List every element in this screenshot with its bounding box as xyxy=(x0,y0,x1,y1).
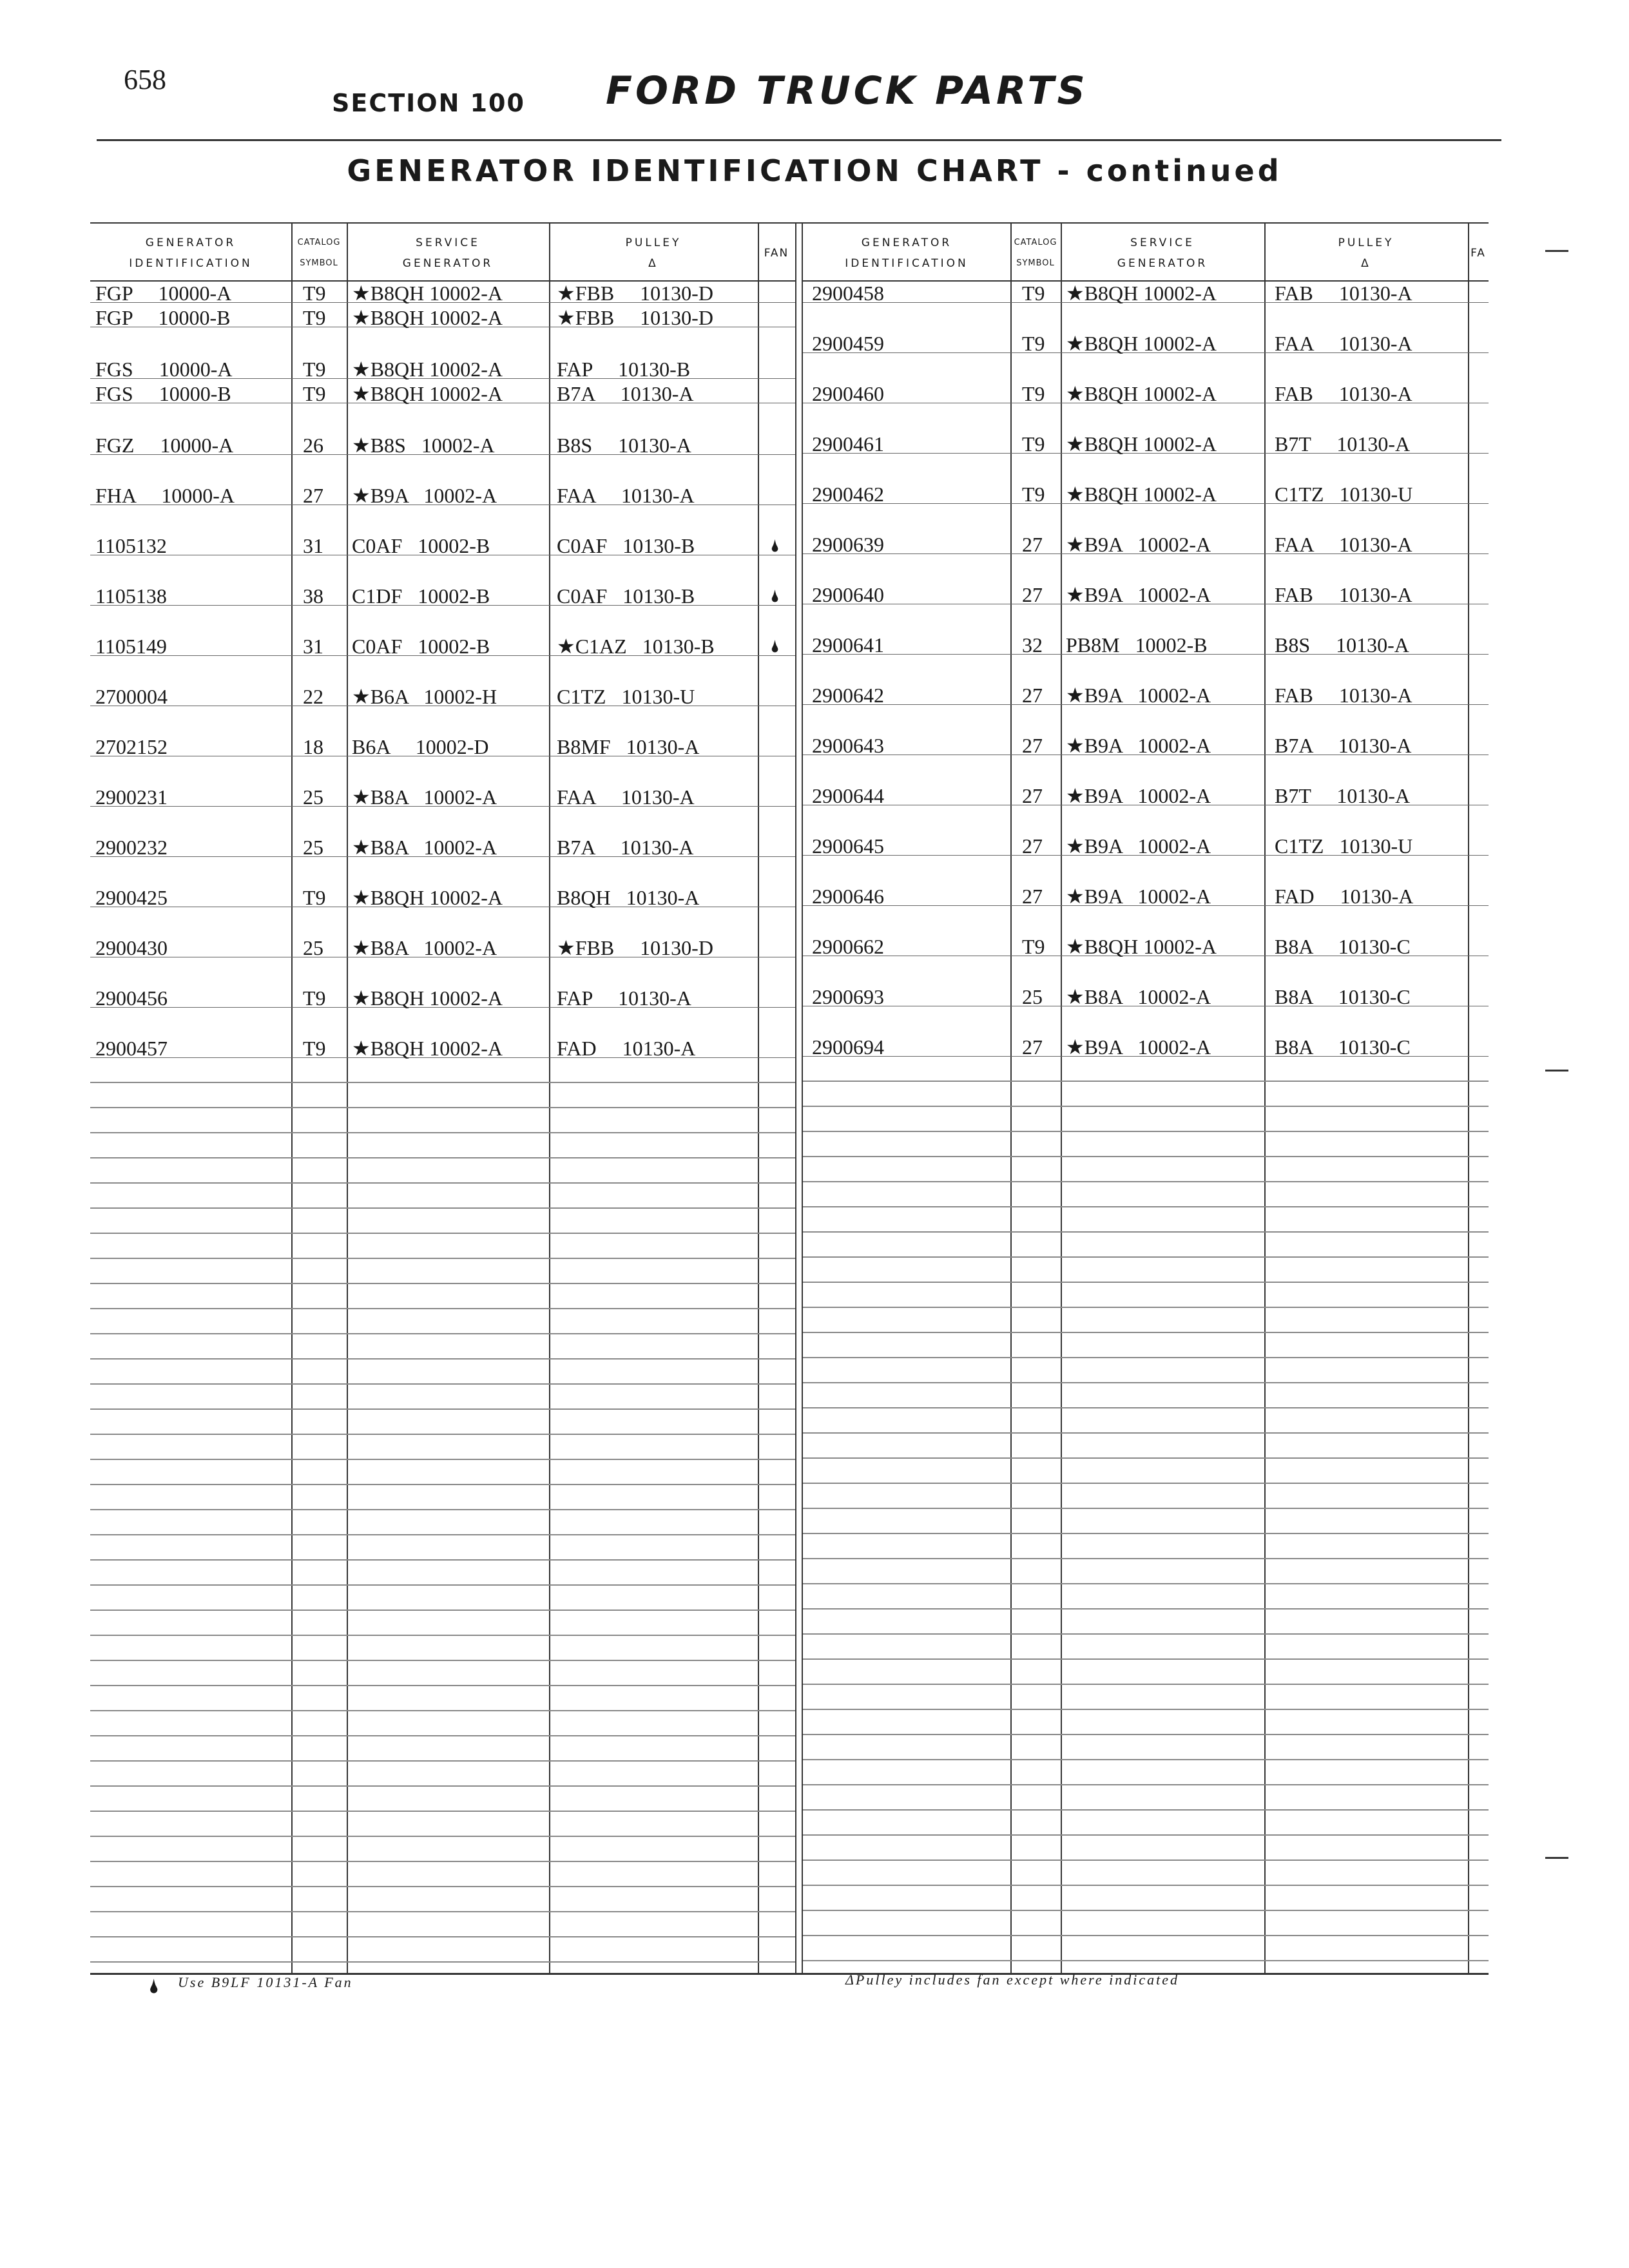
pulley-cell: B8A 10130-C xyxy=(1275,935,1411,958)
blank-rule xyxy=(90,1760,795,1762)
table-row xyxy=(803,583,1489,604)
pulley-cell: C1TZ 10130-U xyxy=(1275,483,1413,506)
pulley-cell: ★FBB 10130-D xyxy=(557,282,713,305)
blank-rule xyxy=(90,1333,795,1334)
blank-rule xyxy=(90,1082,795,1083)
generator-id-cell: 2900694 xyxy=(812,1035,884,1059)
service-generator-cell: ★B8QH 10002-A xyxy=(1066,332,1217,355)
catalog-symbol-cell: 25 xyxy=(303,785,323,809)
table-row xyxy=(90,735,795,756)
blank-rule xyxy=(803,1382,1489,1383)
generator-id-cell: 2900645 xyxy=(812,834,884,858)
section-label: SECTION 100 xyxy=(332,89,525,117)
generator-id-cell: FGP 10000-A xyxy=(95,282,232,305)
service-generator-cell: ★B9A 10002-A xyxy=(1066,684,1211,707)
fan-note: Use B9LF 10131-A Fan xyxy=(178,1974,353,1990)
generator-id-cell: 1105149 xyxy=(95,635,167,658)
generator-id-cell: 2900639 xyxy=(812,533,884,556)
blank-rule xyxy=(90,1735,795,1736)
service-generator-cell: ★B9A 10002-A xyxy=(1066,784,1211,807)
generator-id-cell: 2900458 xyxy=(812,282,884,305)
blank-rule xyxy=(803,1457,1489,1459)
blank-rule xyxy=(90,1936,795,1937)
catalog-symbol-cell: 38 xyxy=(303,584,323,608)
generator-id-cell: 2900232 xyxy=(95,836,168,859)
table-row xyxy=(90,358,795,379)
pulley-cell: FAP 10130-A xyxy=(557,986,691,1010)
service-generator-cell: ★B9A 10002-A xyxy=(1066,734,1211,757)
service-generator-cell: ★B8QH 10002-A xyxy=(352,986,503,1010)
generator-id-cell: 1105138 xyxy=(95,584,167,608)
blank-rule xyxy=(90,1434,795,1435)
table-row xyxy=(803,684,1489,705)
brand-title: FORD TRUCK PARTS xyxy=(606,68,1088,113)
header-catalog-symbol: CATALOG SYMBOL xyxy=(297,238,341,268)
blank-rule xyxy=(90,1811,795,1812)
pulley-cell: FAA 10130-A xyxy=(557,785,695,809)
blank-rule xyxy=(803,1332,1489,1333)
pulley-cell: ★C1AZ 10130-B xyxy=(557,635,715,658)
service-generator-cell: ★B8QH 10002-A xyxy=(352,306,503,329)
pulley-cell: FAB 10130-A xyxy=(1275,583,1412,606)
blank-rule xyxy=(803,1508,1489,1509)
pulley-cell: ★FBB 10130-D xyxy=(557,306,713,329)
service-generator-cell: ★B8QH 10002-A xyxy=(1066,483,1217,506)
catalog-symbol-cell: 27 xyxy=(1022,684,1043,707)
table-row xyxy=(90,382,795,403)
service-generator-cell: ★B8A 10002-A xyxy=(352,785,497,809)
catalog-symbol-cell: T9 xyxy=(303,382,326,405)
blank-rule xyxy=(803,1407,1489,1408)
blank-rule xyxy=(90,1610,795,1611)
table-row xyxy=(803,382,1489,403)
generator-id-cell: 2900642 xyxy=(812,684,884,707)
pulley-cell: C1TZ 10130-U xyxy=(557,685,695,708)
generator-id-cell: FGS 10000-B xyxy=(95,382,231,405)
blank-rule xyxy=(90,1710,795,1711)
blank-rule xyxy=(90,1785,795,1787)
header-fan-truncated: FA xyxy=(1470,247,1486,260)
service-generator-cell: ★B9A 10002-A xyxy=(1066,1035,1211,1059)
blank-rule xyxy=(90,1358,795,1360)
table-row xyxy=(90,282,795,303)
pulley-cell: B7A 10130-A xyxy=(557,382,694,405)
catalog-symbol-cell: T9 xyxy=(1022,483,1045,506)
blank-rule xyxy=(803,1633,1489,1635)
blank-rule xyxy=(803,1860,1489,1861)
service-generator-cell: ★B8QH 10002-A xyxy=(1066,935,1217,958)
header-pulley: PULLEY Δ xyxy=(549,229,758,278)
catalog-symbol-cell: 25 xyxy=(303,836,323,859)
edge-mark xyxy=(1545,250,1568,252)
table-row xyxy=(803,332,1489,353)
catalog-symbol-cell: T9 xyxy=(1022,935,1045,958)
pulley-cell: FAA 10130-A xyxy=(1275,332,1412,355)
blank-rule xyxy=(803,1558,1489,1559)
pulley-cell: FAD 10130-A xyxy=(557,1037,696,1060)
blank-rule xyxy=(803,1834,1489,1836)
generator-id-cell: 2900461 xyxy=(812,432,884,456)
service-generator-cell: ★B9A 10002-A xyxy=(1066,533,1211,556)
blank-rule xyxy=(90,1383,795,1385)
service-generator-cell: ★B8QH 10002-A xyxy=(1066,432,1217,456)
generator-id-cell: 2900643 xyxy=(812,734,884,757)
blank-rule xyxy=(803,1684,1489,1685)
catalog-symbol-cell: T9 xyxy=(303,358,326,381)
edge-mark xyxy=(1545,1070,1568,1072)
blank-rule xyxy=(803,1131,1489,1132)
blank-rule xyxy=(803,1784,1489,1785)
header-catalog-symbol: CATALOG SYMBOL xyxy=(1014,238,1057,268)
generator-id-cell: 2900457 xyxy=(95,1037,168,1060)
blank-rule xyxy=(803,1583,1489,1584)
catalog-symbol-cell: T9 xyxy=(303,306,326,329)
pulley-cell: B8A 10130-C xyxy=(1275,1035,1411,1059)
table-row xyxy=(90,534,795,555)
table-row xyxy=(90,785,795,807)
blank-rule xyxy=(803,1608,1489,1610)
table-row xyxy=(803,533,1489,554)
service-generator-cell: C0AF 10002-B xyxy=(352,534,490,557)
blank-rule xyxy=(803,1533,1489,1534)
blank-rule xyxy=(90,1886,795,1887)
catalog-symbol-cell: T9 xyxy=(1022,382,1045,405)
generator-id-cell: 2702152 xyxy=(95,735,168,758)
pulley-cell: FAB 10130-A xyxy=(1275,282,1412,305)
double-divider xyxy=(795,224,803,1973)
service-generator-cell: ★B8QH 10002-A xyxy=(352,886,503,909)
page-number: 658 xyxy=(124,64,166,95)
generator-id-cell: 2900693 xyxy=(812,985,884,1008)
generator-id-cell: 2900425 xyxy=(95,886,168,909)
generator-id-cell: FGZ 10000-A xyxy=(95,434,234,457)
service-generator-cell: ★B8QH 10002-A xyxy=(1066,382,1217,405)
catalog-symbol-cell: T9 xyxy=(303,1037,326,1060)
fan-marker-icon: 🌢 xyxy=(770,637,780,657)
catalog-symbol-cell: 22 xyxy=(303,685,323,708)
table-row xyxy=(803,734,1489,755)
header-pulley: PULLEY Δ xyxy=(1264,229,1468,278)
blank-rule xyxy=(803,1885,1489,1886)
table-row xyxy=(803,282,1489,303)
pulley-cell: C1TZ 10130-U xyxy=(1275,834,1413,858)
pulley-cell: B7A 10130-A xyxy=(1275,734,1412,757)
generator-id-cell: 2900646 xyxy=(812,885,884,908)
blank-rule xyxy=(90,1660,795,1661)
pulley-cell: B8QH 10130-A xyxy=(557,886,700,909)
service-generator-cell: ★B9A 10002-A xyxy=(1066,583,1211,606)
table-row xyxy=(803,985,1489,1006)
service-generator-cell: ★B8QH 10002-A xyxy=(1066,282,1217,305)
generator-id-cell: 2900231 xyxy=(95,785,168,809)
table-row xyxy=(90,434,795,455)
blank-rule xyxy=(803,1483,1489,1484)
pulley-cell: B7T 10130-A xyxy=(1275,432,1411,456)
table-row xyxy=(803,935,1489,956)
table-row xyxy=(803,633,1489,655)
pulley-cell: C0AF 10130-B xyxy=(557,534,695,557)
blank-rule xyxy=(803,1106,1489,1107)
catalog-symbol-cell: 27 xyxy=(1022,583,1043,606)
pulley-cell: FAB 10130-A xyxy=(1275,684,1412,707)
catalog-symbol-cell: 27 xyxy=(1022,885,1043,908)
table-row xyxy=(90,635,795,656)
generator-id-cell: FGS 10000-A xyxy=(95,358,233,381)
table-row xyxy=(803,432,1489,454)
right-panel xyxy=(803,224,1489,1973)
generator-id-cell: FHA 10000-A xyxy=(95,484,235,507)
blank-rule xyxy=(90,1207,795,1209)
pulley-cell: FAP 10130-B xyxy=(557,358,691,381)
service-generator-cell: ★B8QH 10002-A xyxy=(352,282,503,305)
blank-rule xyxy=(803,1935,1489,1936)
catalog-symbol-cell: T9 xyxy=(1022,432,1045,456)
header-fan: FAN xyxy=(764,247,789,260)
generator-id-cell: 2700004 xyxy=(95,685,168,708)
service-generator-cell: B6A 10002-D xyxy=(352,735,489,758)
blank-rule xyxy=(803,1081,1489,1082)
delta-icon: Δ xyxy=(1361,257,1371,270)
table-row xyxy=(803,483,1489,504)
blank-rule xyxy=(90,1635,795,1636)
blank-rule xyxy=(803,1809,1489,1811)
pulley-cell: ★FBB 10130-D xyxy=(557,936,713,959)
catalog-symbol-cell: 31 xyxy=(303,534,323,557)
delta-icon: Δ xyxy=(648,257,659,270)
catalog-symbol-cell: 27 xyxy=(1022,533,1043,556)
blank-rule xyxy=(90,1283,795,1284)
table-row xyxy=(90,484,795,505)
table-row xyxy=(90,1037,795,1058)
pulley-cell: C0AF 10130-B xyxy=(557,584,695,608)
blank-rule xyxy=(90,1132,795,1133)
blank-rule xyxy=(90,1911,795,1912)
blank-rule xyxy=(90,1961,795,1963)
service-generator-cell: ★B9A 10002-A xyxy=(1066,885,1211,908)
service-generator-cell: ★B9A 10002-A xyxy=(352,484,497,507)
generator-id-cell: 2900430 xyxy=(95,936,168,959)
catalog-symbol-cell: 27 xyxy=(1022,784,1043,807)
left-panel xyxy=(90,224,795,1973)
service-generator-cell: ★B8QH 10002-A xyxy=(352,1037,503,1060)
fan-marker-icon: 🌢 xyxy=(770,537,780,556)
service-generator-cell: C0AF 10002-B xyxy=(352,635,490,658)
generator-id-cell: 1105132 xyxy=(95,534,167,557)
blank-rule xyxy=(803,1432,1489,1434)
blank-rule xyxy=(803,1307,1489,1308)
blank-rule xyxy=(90,1584,795,1586)
pulley-cell: FAA 10130-A xyxy=(557,484,695,507)
table-row xyxy=(90,584,795,606)
blank-rule xyxy=(803,1658,1489,1660)
blank-rule xyxy=(90,1509,795,1510)
blank-rule xyxy=(90,1258,795,1259)
service-generator-cell: C1DF 10002-B xyxy=(352,584,490,608)
pulley-cell: FAB 10130-A xyxy=(1275,382,1412,405)
catalog-symbol-cell: 25 xyxy=(1022,985,1043,1008)
blank-rule xyxy=(90,1459,795,1460)
service-generator-cell: ★B8A 10002-A xyxy=(352,836,497,859)
pulley-cell: B8A 10130-C xyxy=(1275,985,1411,1008)
catalog-symbol-cell: T9 xyxy=(1022,282,1045,305)
table-row xyxy=(90,685,795,706)
blank-rule xyxy=(90,1685,795,1686)
generator-id-cell: 2900462 xyxy=(812,483,884,506)
blank-rule xyxy=(803,1231,1489,1233)
pulley-cell: FAA 10130-A xyxy=(1275,533,1412,556)
service-generator-cell: ★B8QH 10002-A xyxy=(352,382,503,405)
pulley-cell: B8S 10130-A xyxy=(1275,633,1409,657)
blank-rule xyxy=(803,1256,1489,1258)
fan-marker-icon: 🌢 xyxy=(770,587,780,606)
blank-rule xyxy=(90,1861,795,1862)
header-generator-identification: GENERATOR IDENTIFICATION xyxy=(129,236,253,270)
catalog-symbol-cell: 32 xyxy=(1022,633,1043,657)
blank-rule xyxy=(803,1910,1489,1911)
blank-rule xyxy=(803,1282,1489,1283)
generator-id-cell: 2900644 xyxy=(812,784,884,807)
blank-rule xyxy=(90,1182,795,1184)
blank-rule xyxy=(803,1759,1489,1760)
catalog-symbol-cell: 27 xyxy=(303,484,323,507)
service-generator-cell: ★B6A 10002-H xyxy=(352,685,497,708)
blank-rule xyxy=(803,1709,1489,1710)
blank-rule xyxy=(803,1357,1489,1358)
table-row xyxy=(803,784,1489,805)
pulley-cell: B8S 10130-A xyxy=(557,434,691,457)
header-service-generator: SERVICE GENERATOR xyxy=(1117,236,1208,270)
catalog-symbol-cell: 27 xyxy=(1022,1035,1043,1059)
blank-rule xyxy=(803,1156,1489,1157)
service-generator-cell: ★B8A 10002-A xyxy=(1066,985,1211,1008)
generator-id-cell: 2900456 xyxy=(95,986,168,1010)
catalog-symbol-cell: T9 xyxy=(303,282,326,305)
header-rule xyxy=(97,139,1501,141)
table-row xyxy=(90,306,795,327)
generator-id-cell: 2900641 xyxy=(812,633,884,657)
catalog-symbol-cell: 27 xyxy=(1022,834,1043,858)
chart-title: GENERATOR IDENTIFICATION CHART - continued xyxy=(347,153,1282,188)
edge-mark xyxy=(1545,1857,1568,1859)
table-row xyxy=(803,1035,1489,1057)
catalog-symbol-cell: 27 xyxy=(1022,734,1043,757)
table-row xyxy=(803,885,1489,906)
blank-rule xyxy=(803,1960,1489,1961)
blank-rule xyxy=(90,1107,795,1108)
blank-rule xyxy=(90,1233,795,1234)
service-generator-cell: ★B9A 10002-A xyxy=(1066,834,1211,858)
fan-marker-icon: 🌢 xyxy=(148,1975,160,1998)
header-service-generator: SERVICE GENERATOR xyxy=(402,236,494,270)
blank-rule xyxy=(90,1484,795,1485)
generator-id-cell: 2900662 xyxy=(812,935,884,958)
blank-rule xyxy=(90,1559,795,1561)
table-row xyxy=(803,834,1489,856)
catalog-symbol-cell: 31 xyxy=(303,635,323,658)
catalog-symbol-cell: 18 xyxy=(303,735,323,758)
pulley-note: ΔPulley includes fan except where indicated xyxy=(845,1972,1180,1988)
generator-chart xyxy=(90,222,1489,1975)
service-generator-cell: ★B8S 10002-A xyxy=(352,434,495,457)
catalog-symbol-cell: 25 xyxy=(303,936,323,959)
pulley-cell: B8MF 10130-A xyxy=(557,735,700,758)
catalog-symbol-cell: T9 xyxy=(303,986,326,1010)
pulley-cell: B7A 10130-A xyxy=(557,836,694,859)
generator-id-cell: FGP 10000-B xyxy=(95,306,231,329)
service-generator-cell: ★B8QH 10002-A xyxy=(352,358,503,381)
generator-id-cell: 2900640 xyxy=(812,583,884,606)
table-row xyxy=(90,986,795,1008)
blank-rule xyxy=(803,1181,1489,1182)
blank-rule xyxy=(90,1534,795,1535)
table-row xyxy=(90,836,795,857)
blank-rule xyxy=(90,1836,795,1837)
generator-id-cell: 2900460 xyxy=(812,382,884,405)
pulley-cell: FAD 10130-A xyxy=(1275,885,1414,908)
pulley-cell: B7T 10130-A xyxy=(1275,784,1411,807)
blank-rule xyxy=(90,1157,795,1158)
catalog-symbol-cell: T9 xyxy=(1022,332,1045,355)
service-generator-cell: PB8M 10002-B xyxy=(1066,633,1208,657)
blank-rule xyxy=(90,1408,795,1410)
table-row xyxy=(90,886,795,907)
header-generator-identification: GENERATOR IDENTIFICATION xyxy=(845,236,969,270)
table-row xyxy=(90,936,795,957)
catalog-symbol-cell: 26 xyxy=(303,434,323,457)
blank-rule xyxy=(90,1308,795,1309)
catalog-symbol-cell: T9 xyxy=(303,886,326,909)
blank-rule xyxy=(803,1734,1489,1735)
blank-rule xyxy=(803,1206,1489,1207)
service-generator-cell: ★B8A 10002-A xyxy=(352,936,497,959)
generator-id-cell: 2900459 xyxy=(812,332,884,355)
